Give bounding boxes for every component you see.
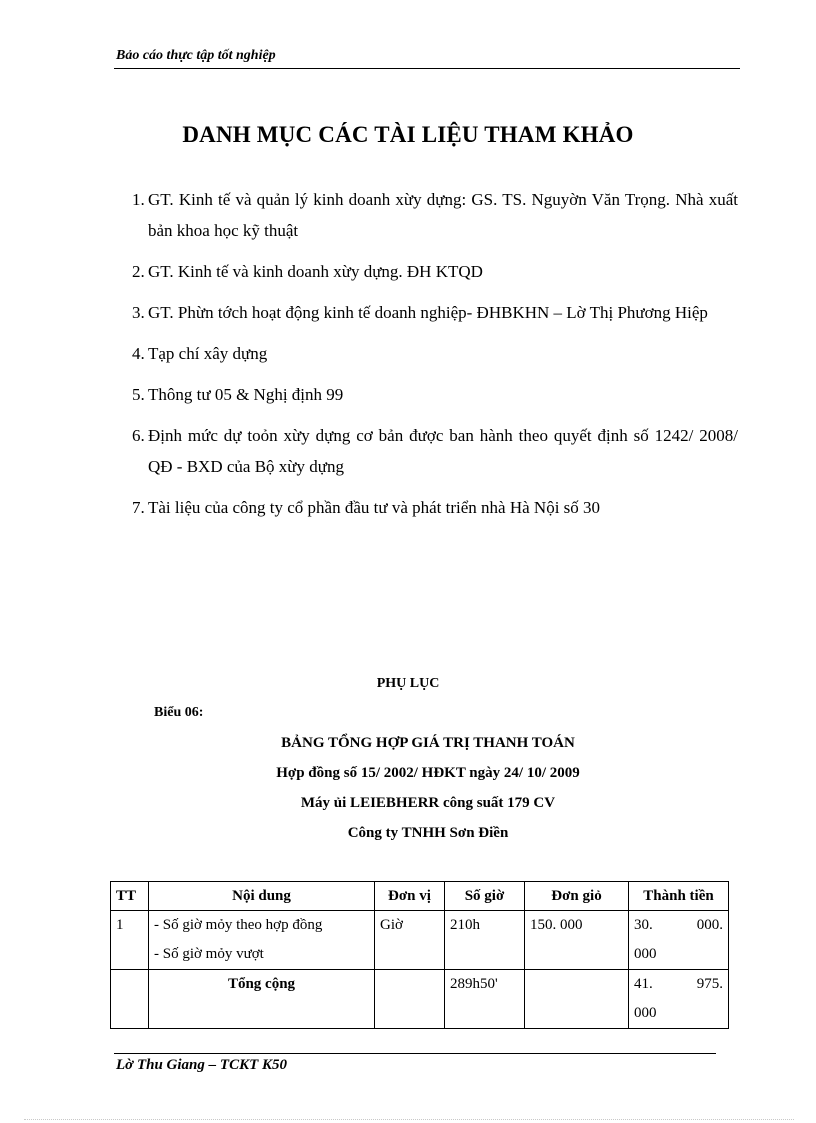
amount-line	[634, 911, 723, 940]
contract-line: Hợp đồng số 15/ 2002/ HĐKT ngày 24/ 10/ 2009	[276, 765, 580, 781]
header-amount: Thành tiền	[629, 882, 729, 911]
cell-total-amount	[629, 970, 729, 1029]
machine-line: Máy ủi LEIEBHERR công suất 179 CV	[300, 795, 556, 811]
reference-text: GT. Kinh tế và quản lý kinh doanh xừy dựng: GS. TS. Nguyờn Văn Trọng. Nhà xuất bản khoa học kỹ thuật	[148, 190, 738, 240]
header-tt: TT	[111, 882, 149, 911]
header-unit: Đơn vị	[375, 882, 445, 911]
header-hours: Số giờ	[445, 882, 525, 911]
cell-unit-price	[525, 911, 629, 970]
cell-tt-empty	[111, 970, 149, 1029]
table-total-row	[111, 970, 729, 1029]
payment-summary-table	[110, 881, 729, 1029]
references-list	[132, 184, 738, 533]
reference-item	[132, 297, 738, 328]
reference-item	[132, 420, 738, 482]
footer-rule	[114, 1053, 716, 1054]
reference-item	[132, 338, 738, 369]
page-bottom-edge	[24, 1119, 794, 1120]
reference-item	[132, 256, 738, 287]
reference-number: 1.	[132, 190, 145, 209]
amount-part: 30.	[634, 917, 653, 933]
page-footer: Lờ Thu Giang – TCKT K50	[116, 1057, 287, 1073]
amount-part: 975.	[696, 976, 723, 992]
reference-number: 2.	[132, 262, 145, 281]
reference-text: GT. Kinh tế và kinh doanh xừy dựng. ĐH KTQD	[148, 262, 483, 281]
header-unit-price: Đơn giỏ	[525, 882, 629, 911]
amount-part: 000.	[696, 917, 723, 933]
amount-line	[634, 970, 723, 999]
reference-text: Thông tư 05 & Nghị định 99	[148, 385, 344, 404]
total-hours-value: 289h50'	[450, 976, 498, 992]
cell-total-label	[149, 970, 375, 1029]
appendix-title: PHỤ LỤC	[376, 676, 440, 691]
cell-hours	[445, 911, 525, 970]
cell-unit-empty	[375, 970, 445, 1029]
amount-part: 000	[634, 946, 657, 962]
cell-total-hours	[445, 970, 525, 1029]
contract-hours-label: - Số giờ mỏy theo hợp đồng	[154, 917, 323, 933]
reference-text: Tài liệu của công ty cổ phần đầu tư và phát triển nhà Hà Nội số 30	[148, 498, 601, 517]
cell-unit	[375, 911, 445, 970]
reference-number: 4.	[132, 344, 145, 363]
excess-hours-label: - Số giờ mỏy vượt	[154, 946, 264, 962]
cell-amount	[629, 911, 729, 970]
reference-number: 7.	[132, 498, 145, 517]
company-line: Công ty TNHH Sơn Điền	[347, 825, 509, 841]
reference-text: GT. Phừn tớch hoạt động kinh tế doanh nghiệp- ĐHBKHN – Lờ Thị Phương Hiệp	[148, 303, 708, 322]
amount-part: 41.	[634, 976, 653, 992]
references-title: DANH MỤC CÁC TÀI LIỆU THAM KHẢO	[182, 122, 634, 147]
cell-tt-value: 1	[116, 917, 124, 933]
reference-number: 6.	[132, 426, 145, 445]
page-header: Bảo cáo thực tập tốt nghiệp	[116, 48, 276, 63]
cell-hours-value: 210h	[450, 917, 480, 933]
header-rule	[114, 68, 740, 69]
reference-number: 3.	[132, 303, 145, 322]
form-label: Biểu 06:	[154, 705, 204, 720]
reference-item	[132, 379, 738, 410]
reference-item	[132, 492, 738, 523]
header-content: Nội dung	[149, 882, 375, 911]
reference-number: 5.	[132, 385, 145, 404]
cell-unit-price-value: 150. 000	[530, 917, 583, 933]
reference-text: Tạp chí xây dựng	[148, 344, 268, 363]
cell-unit-price-empty	[525, 970, 629, 1029]
reference-text: Định mức dự toỏn xừy dựng cơ bản được ban hành theo quyết định số 1242/ 2008/ QĐ - BXD của Bộ xừy dựng	[148, 426, 738, 476]
cell-unit-value: Giờ	[380, 917, 403, 933]
table-row	[111, 911, 729, 970]
table-title: BẢNG TỔNG HỢP GIÁ TRỊ THANH TOÁN	[281, 735, 575, 751]
cell-tt	[111, 911, 149, 970]
reference-item	[132, 184, 738, 246]
amount-part: 000	[634, 1005, 657, 1021]
total-label: Tổng cộng	[227, 976, 296, 992]
cell-content	[149, 911, 375, 970]
table-header-row	[111, 882, 729, 911]
